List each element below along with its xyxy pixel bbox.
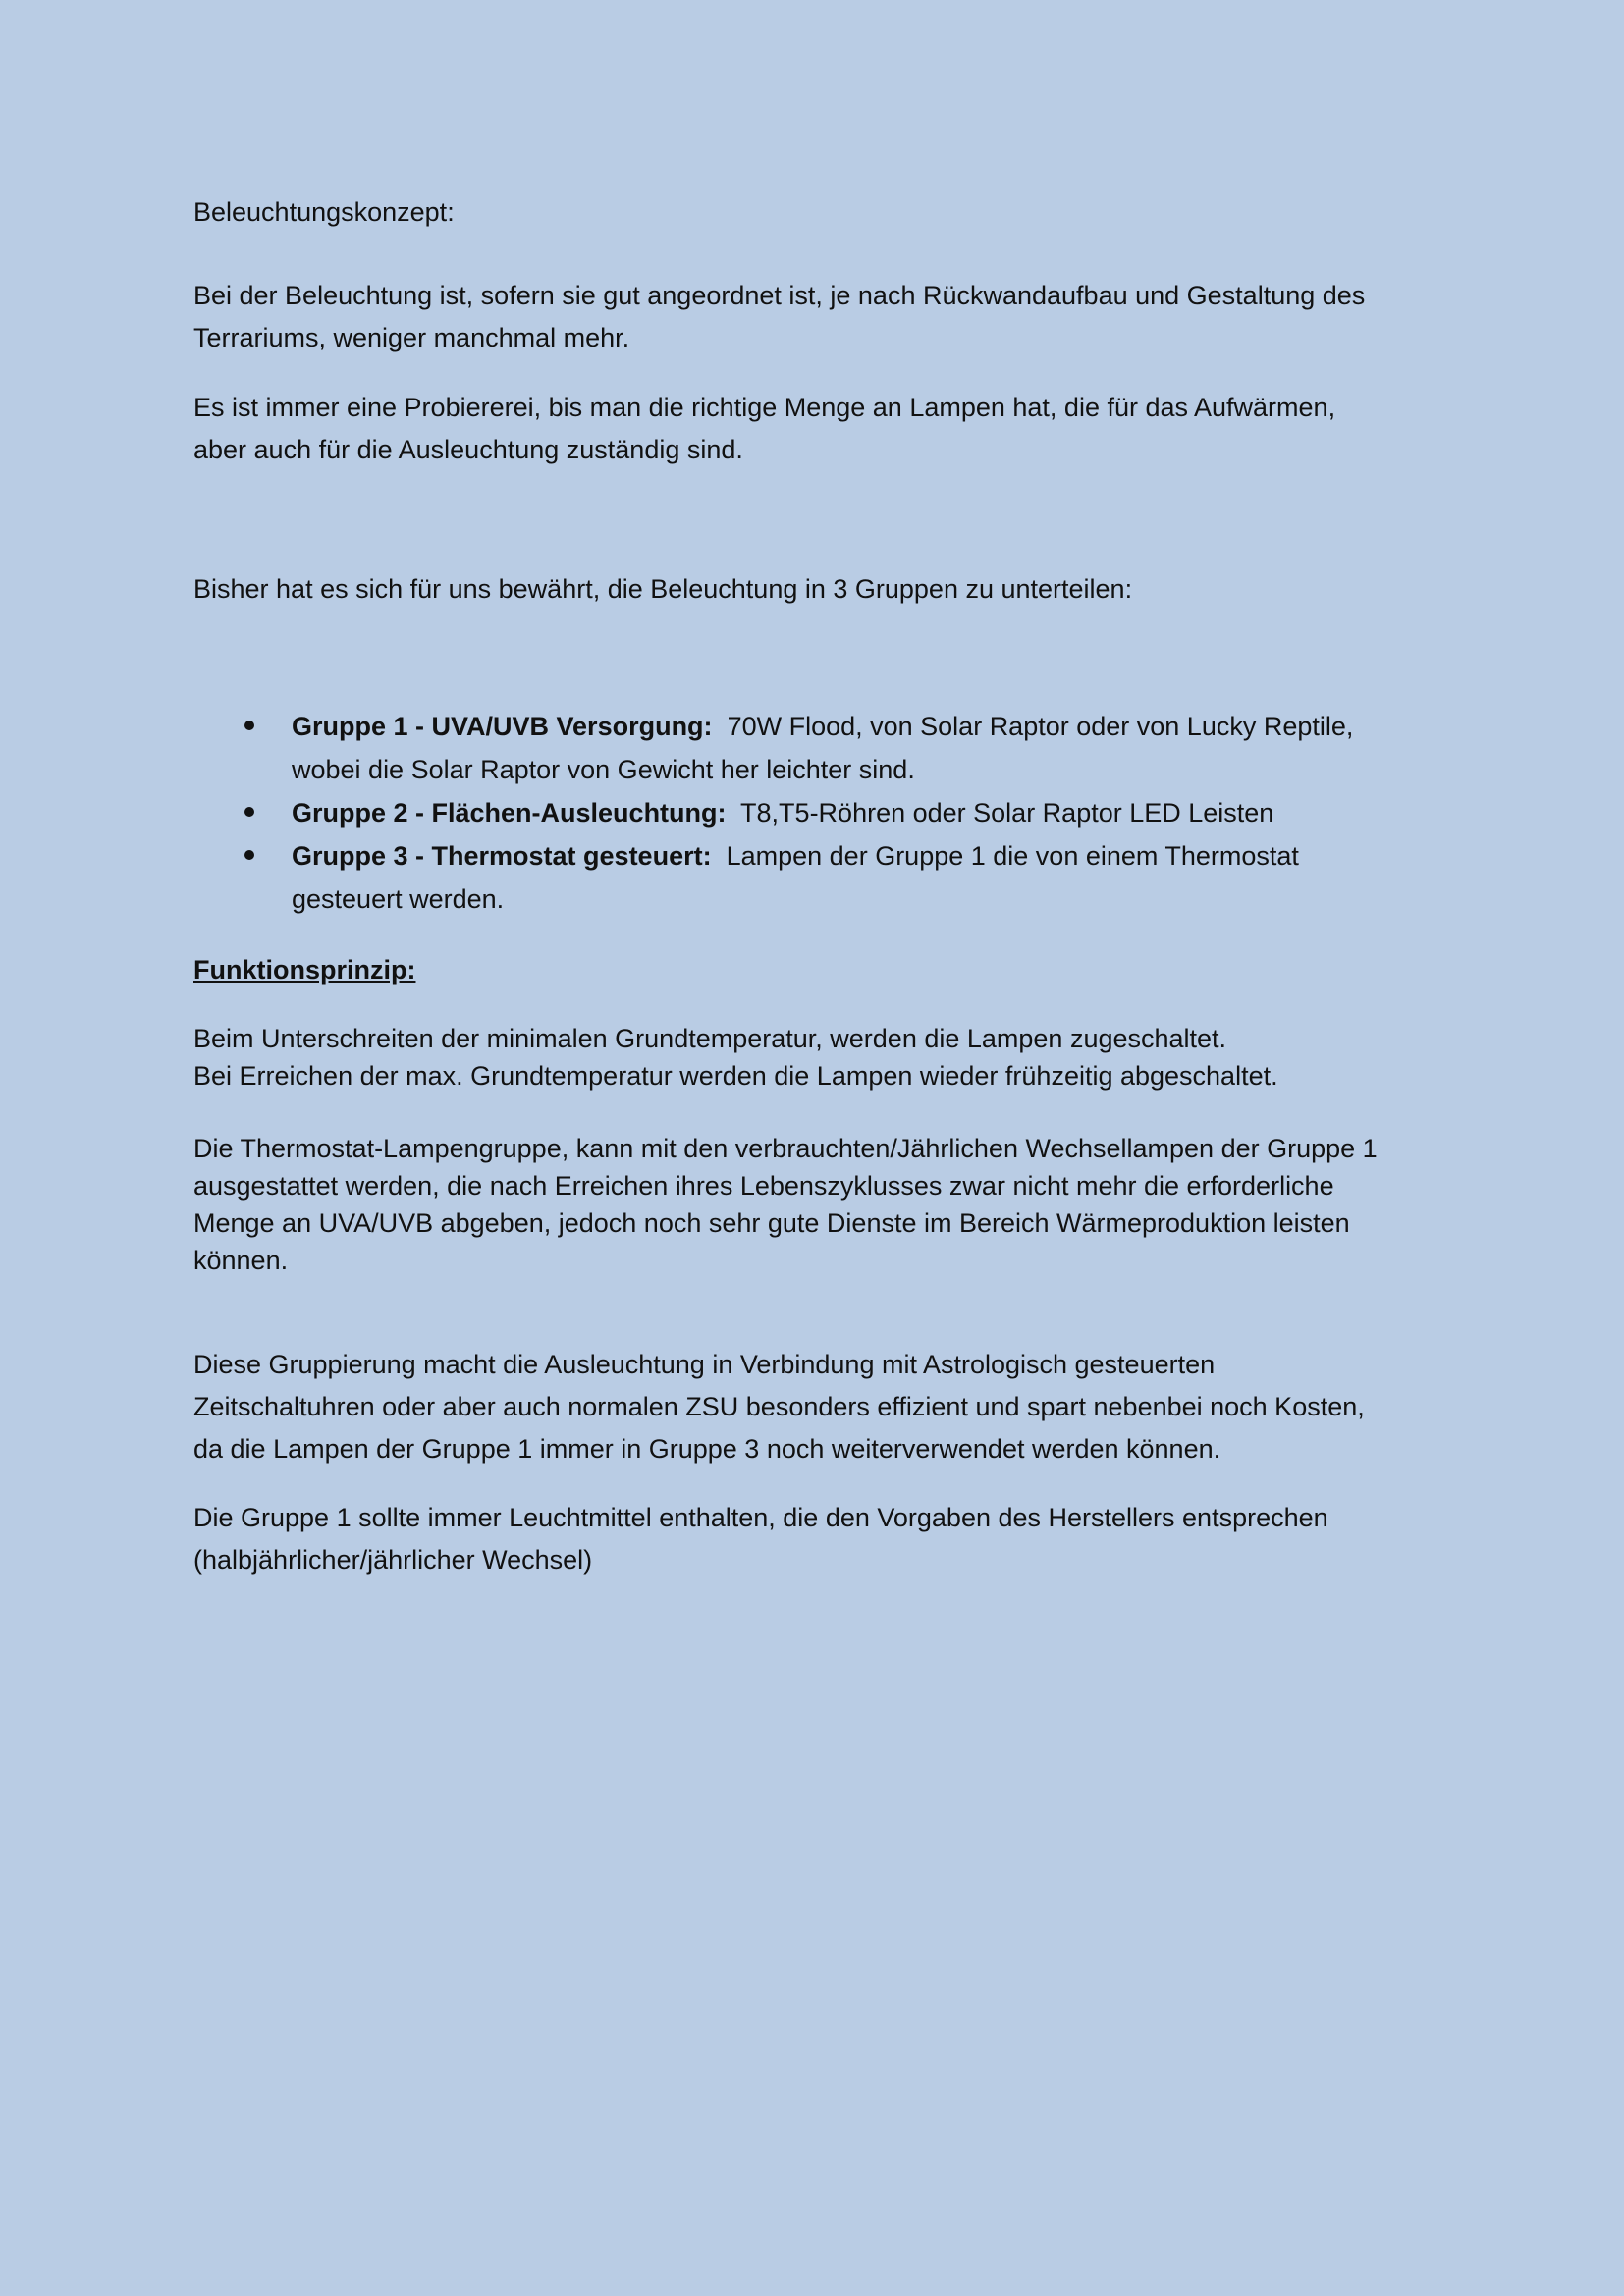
paragraph-line: aber auch für die Ausleuchtung zuständig sind. [193, 435, 743, 464]
bullet-icon [244, 807, 254, 817]
paragraph-line: Beim Unterschreiten der minimalen Grundtemperatur, werden die Lampen zugeschaltet. [193, 1024, 1227, 1053]
paragraph-line: da die Lampen der Gruppe 1 immer in Gruppe 3 noch weiterverwendet werden können. [193, 1434, 1221, 1464]
paragraph-line: Menge an UVA/UVB abgeben, jedoch noch sehr gute Dienste im Bereich Wärmeproduktion leisten [193, 1208, 1350, 1238]
group-label: Gruppe 2 - Flächen-Ausleuchtung: [292, 798, 727, 828]
paragraph-line: Zeitschaltuhren oder aber auch normalen ZSU besonders effizient und spart nebenbei noch Kosten, [193, 1392, 1365, 1421]
paragraph-line: Die Gruppe 1 sollte immer Leuchtmittel enthalten, die den Vorgaben des Herstellers entsprechen [193, 1503, 1328, 1532]
list-item [193, 705, 1353, 791]
group-text: gesteuert werden. [292, 884, 505, 914]
paragraph-line: ausgestattet werden, die nach Erreichen ihres Lebenszyklusses zwar nicht mehr die erforderliche [193, 1171, 1334, 1201]
paragraph-2 [193, 387, 1335, 471]
paragraph-line: Terrariums, weniger manchmal mehr. [193, 323, 630, 352]
paragraph-3: Bisher hat es sich für uns bewährt, die Beleuchtung in 3 Gruppen zu unterteilen: [193, 574, 1133, 604]
intro-heading: Beleuchtungskonzept: [193, 197, 455, 227]
paragraph-line: können. [193, 1246, 289, 1275]
paragraph-5 [193, 1130, 1378, 1279]
group-text: T8,T5-Röhren oder Solar Raptor LED Leisten [740, 798, 1274, 828]
paragraph-1 [193, 275, 1365, 359]
bullet-icon [244, 850, 254, 860]
paragraph-line: Bei der Beleuchtung ist, sofern sie gut angeordnet ist, je nach Rückwandaufbau und Gestaltung des [193, 281, 1366, 310]
document-page [193, 0, 1450, 2296]
principle-heading: Funktionsprinzip: [193, 955, 416, 985]
paragraph-6 [193, 1344, 1365, 1470]
paragraph-line: (halbjährlicher/jährlicher Wechsel) [193, 1545, 593, 1575]
paragraph-line: Es ist immer eine Probiererei, bis man die richtige Menge an Lampen hat, die für das Aufwärmen, [193, 393, 1336, 422]
paragraph-line: Bei Erreichen der max. Grundtemperatur werden die Lampen wieder frühzeitig abgeschaltet. [193, 1061, 1278, 1091]
paragraph-4 [193, 1020, 1278, 1095]
group-text: 70W Flood, von Solar Raptor oder von Lucky Reptile, [727, 712, 1354, 741]
bullet-icon [244, 721, 254, 730]
group-label: Gruppe 1 - UVA/UVB Versorgung: [292, 712, 713, 741]
group-label: Gruppe 3 - Thermostat gesteuert: [292, 841, 712, 871]
paragraph-line: Diese Gruppierung macht die Ausleuchtung in Verbindung mit Astrologisch gesteuerten [193, 1350, 1216, 1379]
list-item [193, 834, 1353, 921]
group-text: Lampen der Gruppe 1 die von einem Thermostat [726, 841, 1299, 871]
list-item [193, 791, 1353, 834]
paragraph-line: Die Thermostat-Lampengruppe, kann mit den verbrauchten/Jährlichen Wechsellampen der Gruppe 1 [193, 1134, 1378, 1163]
group-list [193, 705, 1353, 921]
paragraph-7 [193, 1497, 1328, 1581]
group-text: wobei die Solar Raptor von Gewicht her leichter sind. [292, 755, 915, 784]
